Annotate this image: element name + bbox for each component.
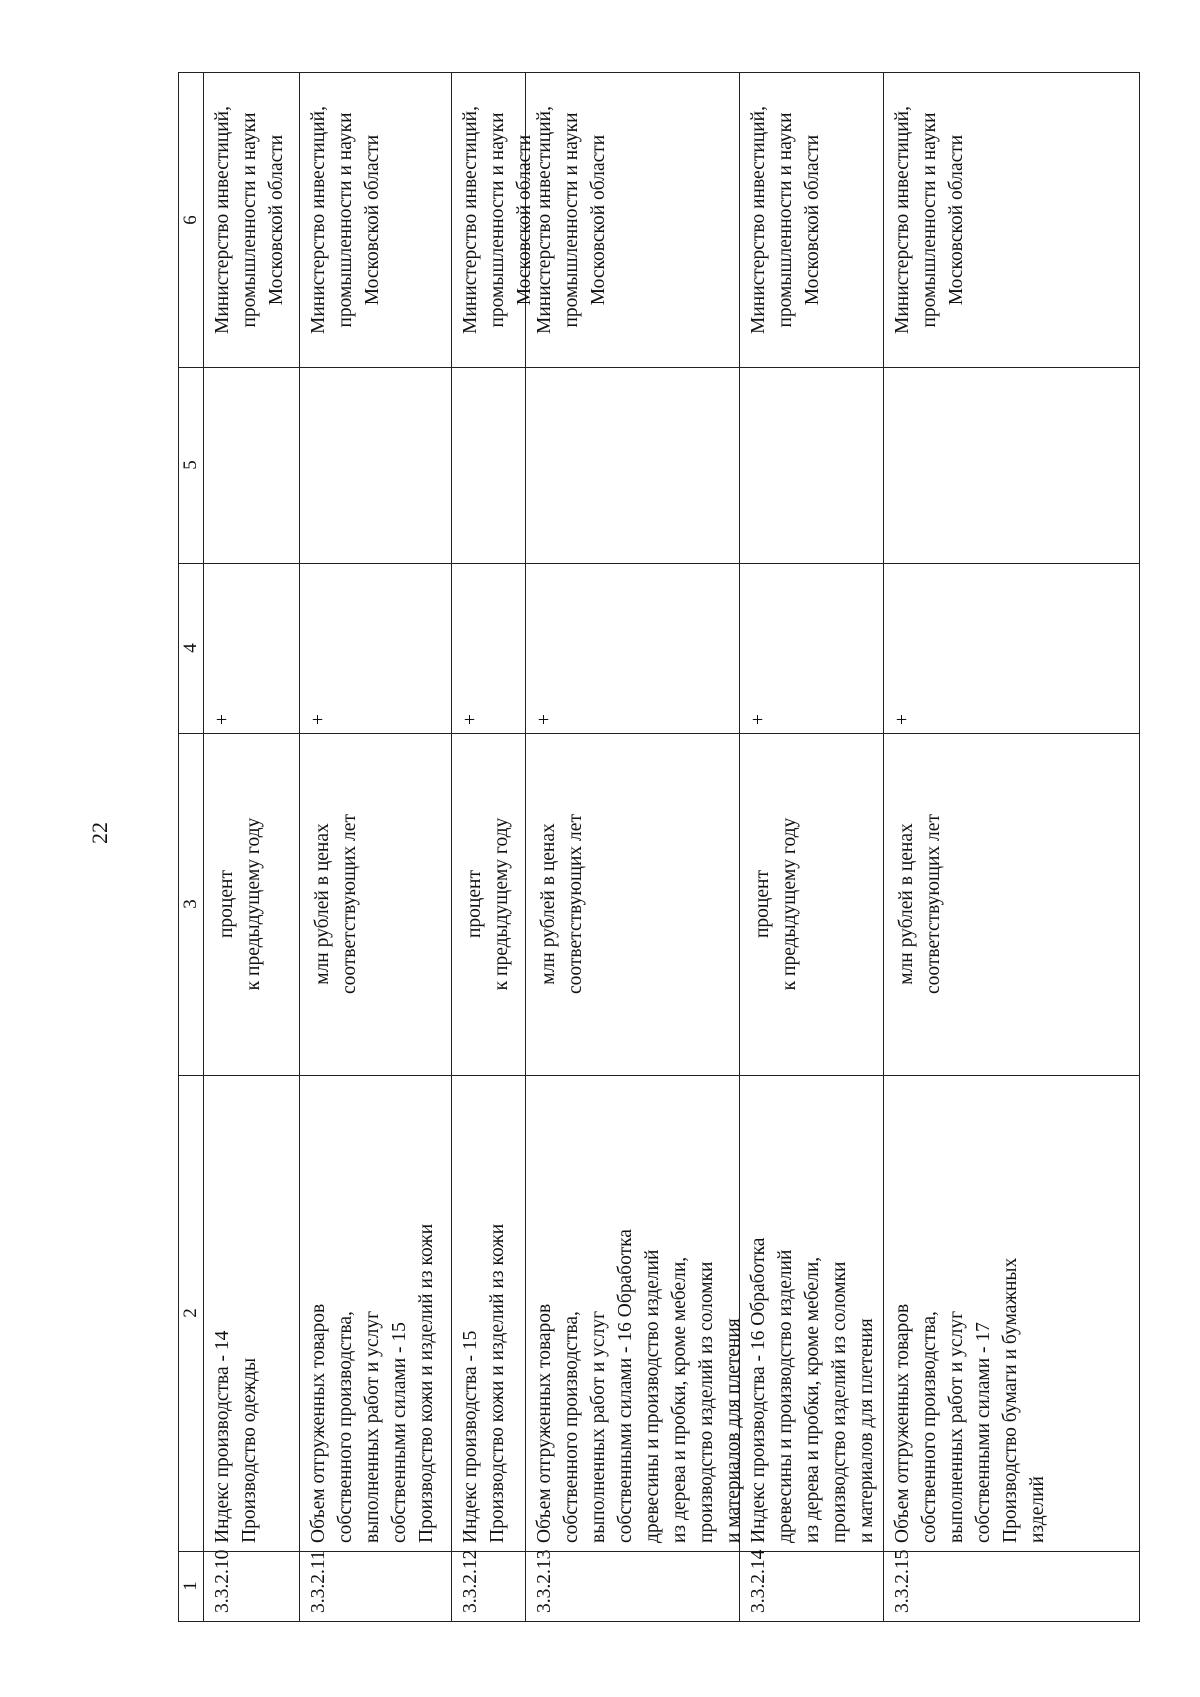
column-4-mark-text: + bbox=[212, 714, 233, 725]
column-header-label: 6 bbox=[180, 215, 201, 225]
column-4-mark bbox=[883, 563, 1139, 733]
responsible-organization bbox=[203, 73, 299, 367]
unit-of-measure-text: млн рублей в ценах соответствующих лет bbox=[896, 814, 944, 994]
column-4-mark-text: + bbox=[748, 714, 769, 725]
responsible-organization-text: Министерство инвестиций, промышленности и науки Московской области bbox=[748, 106, 823, 335]
responsible-organization bbox=[739, 73, 883, 367]
column-header-label: 1 bbox=[180, 1581, 201, 1591]
unit-of-measure bbox=[203, 733, 299, 1075]
row-number bbox=[525, 1551, 739, 1621]
column-header-2 bbox=[179, 1075, 203, 1551]
row-number bbox=[739, 1551, 883, 1621]
indicator-name-text: Объем отгруженных товаров собственного производства, выполненных работ и услуг собственными силами - 16 Обработка древесины и производство изделий из дерева и пробки, кроме мебели, производство изделий из соломки и материалов для плетения bbox=[534, 1229, 744, 1543]
column-5-value bbox=[203, 367, 299, 563]
indicator-name-text: Объем отгруженных товаров собственного производства, выполненных работ и услуг собственными силами - 17 Производство бумаги и бумажных изделий bbox=[892, 1257, 1048, 1543]
column-5-value bbox=[883, 367, 1139, 563]
row-number-text: 3.3.2.14 bbox=[748, 1549, 769, 1613]
column-5-value bbox=[525, 367, 739, 563]
column-header-1 bbox=[179, 1551, 203, 1621]
indicator-name bbox=[883, 1075, 1139, 1551]
row-number-text: 3.3.2.10 bbox=[212, 1549, 233, 1613]
responsible-organization bbox=[883, 73, 1139, 367]
row-number-text: 3.3.2.13 bbox=[534, 1549, 555, 1613]
unit-of-measure bbox=[883, 733, 1139, 1075]
row-number bbox=[883, 1551, 1139, 1621]
responsible-organization-text: Министерство инвестиций, промышленности и науки Московской области bbox=[892, 106, 967, 335]
unit-of-measure-text: процент к предыдущему году bbox=[752, 817, 800, 991]
responsible-organization-text: Министерство инвестиций, промышленности и науки Московской области bbox=[534, 106, 609, 335]
indicator-table bbox=[178, 72, 1140, 1622]
unit-of-measure bbox=[451, 733, 525, 1075]
unit-of-measure bbox=[739, 733, 883, 1075]
responsible-organization-text: Министерство инвестиций, промышленности и науки Московской области bbox=[308, 106, 383, 335]
column-5-value bbox=[451, 367, 525, 563]
indicator-name bbox=[739, 1075, 883, 1551]
column-header-label: 3 bbox=[180, 899, 201, 909]
indicator-name-text: Индекс производства - 15 Производство кожи и изделий из кожи bbox=[460, 1223, 508, 1543]
responsible-organization-text: Министерство инвестиций, промышленности и науки Московской области bbox=[212, 106, 287, 335]
indicator-name bbox=[203, 1075, 299, 1551]
column-4-mark bbox=[451, 563, 525, 733]
column-4-mark bbox=[203, 563, 299, 733]
column-header-label: 4 bbox=[180, 643, 201, 653]
column-header-6 bbox=[179, 73, 203, 367]
column-4-mark bbox=[299, 563, 451, 733]
column-4-mark bbox=[525, 563, 739, 733]
indicator-name bbox=[525, 1075, 744, 1551]
column-header-label: 5 bbox=[180, 460, 201, 470]
indicator-name bbox=[451, 1075, 525, 1551]
row-number-text: 3.3.2.15 bbox=[892, 1549, 913, 1613]
page-number: 22 bbox=[87, 822, 112, 844]
responsible-organization bbox=[525, 73, 739, 367]
unit-of-measure-text: млн рублей в ценах соответствующих лет bbox=[538, 814, 586, 994]
row-number bbox=[299, 1551, 451, 1621]
column-5-value bbox=[739, 367, 883, 563]
row-number-text: 3.3.2.12 bbox=[460, 1549, 481, 1613]
column-4-mark-text: + bbox=[534, 714, 555, 725]
indicator-name-text: Индекс производства - 16 Обработка древесины и производство изделий из дерева и пробки, кроме мебели, производство изделий из соломки и материалов для плетения bbox=[748, 1237, 877, 1543]
responsible-organization-text: Министерство инвестиций, промышленности и науки Московской области bbox=[460, 106, 535, 335]
row-number bbox=[451, 1551, 525, 1621]
unit-of-measure-text: млн рублей в ценах соответствующих лет bbox=[312, 814, 360, 994]
indicator-name-text: Индекс производства - 14 Производство одежды bbox=[212, 1330, 260, 1543]
unit-of-measure bbox=[299, 733, 451, 1075]
unit-of-measure-text: процент к предыдущему году bbox=[464, 817, 512, 991]
unit-of-measure-text: процент к предыдущему году bbox=[216, 817, 264, 991]
responsible-organization bbox=[299, 73, 451, 367]
column-4-mark-text: + bbox=[308, 714, 329, 725]
column-header-label: 2 bbox=[180, 1308, 201, 1318]
row-number-text: 3.3.2.11 bbox=[308, 1550, 329, 1613]
unit-of-measure bbox=[525, 733, 739, 1075]
column-4-mark-text: + bbox=[892, 714, 913, 725]
column-5-value bbox=[299, 367, 451, 563]
responsible-organization bbox=[451, 73, 535, 367]
indicator-name-text: Объем отгруженных товаров собственного производства, выполненных работ и услуг собственными силами - 15 Производство кожи и изделий из кожи bbox=[308, 1223, 437, 1543]
column-header-4 bbox=[179, 563, 203, 733]
column-4-mark bbox=[739, 563, 883, 733]
column-header-3 bbox=[179, 733, 203, 1075]
indicator-name bbox=[299, 1075, 451, 1551]
column-header-5 bbox=[179, 367, 203, 563]
column-4-mark-text: + bbox=[460, 714, 481, 725]
row-number bbox=[203, 1551, 299, 1621]
